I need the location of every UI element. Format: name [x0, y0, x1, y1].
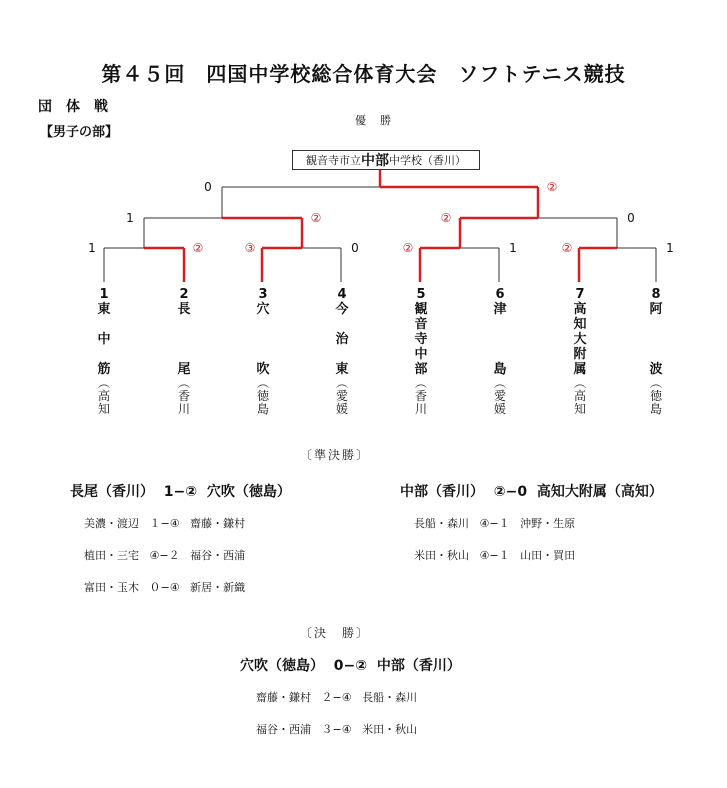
score-r1-7: ② — [561, 241, 573, 255]
score-r2-1: 1 — [126, 211, 134, 225]
team-number: 8 — [651, 287, 661, 302]
team-number: 1 — [99, 287, 109, 302]
score-r1-3: ③ — [244, 241, 256, 255]
team-name: 高 知 大 附 属 — [573, 302, 587, 377]
team-number: 6 — [495, 287, 505, 302]
team-name: 今 治 東 — [335, 302, 349, 377]
match-header — [240, 655, 461, 675]
score-r1-6: 1 — [509, 241, 517, 255]
team-prefecture: ︵ 高 知 — [573, 376, 586, 416]
pair-score: ④−１ — [479, 517, 510, 530]
pair-score: ２−④ — [321, 691, 352, 704]
team-prefecture: ︵ 香 川 — [177, 376, 190, 416]
team-4 — [330, 287, 354, 416]
team-7 — [568, 287, 592, 416]
team-number: 2 — [179, 287, 189, 302]
semifinal-heading: 〔準決勝〕 — [300, 448, 371, 462]
champion-label: 優勝 — [355, 114, 405, 127]
pair-right: 齋藤・鎌村 — [190, 517, 246, 530]
team-name: 穴 吹 — [256, 302, 270, 377]
pair-row — [84, 579, 291, 595]
bracket-lines — [104, 165, 656, 282]
pair-left: 齋藤・鎌村 — [256, 691, 311, 704]
pair-left: 美濃・渡辺 — [84, 517, 139, 530]
division-heading: 【男子の部】 — [40, 125, 119, 140]
score-r1-5: ② — [402, 241, 414, 255]
pair-row — [414, 515, 663, 531]
team-prefecture: ︵ 高 知 — [97, 376, 110, 416]
score-r1-4: 0 — [351, 241, 359, 255]
pair-left: 福谷・西浦 — [256, 723, 311, 736]
team-name: 東 中 筋 — [97, 302, 111, 377]
champion-box — [292, 150, 480, 170]
team-number: 7 — [575, 287, 585, 302]
team-left: 中部（香川） — [400, 484, 484, 500]
team-name: 阿 波 — [649, 302, 663, 377]
team-name: 津 島 — [493, 302, 507, 377]
team-2 — [172, 287, 196, 416]
pair-right: 福谷・西浦 — [190, 549, 246, 562]
team-8 — [644, 287, 668, 416]
pair-row — [256, 721, 461, 737]
score-r1-1: 1 — [88, 241, 96, 255]
pair-row — [84, 547, 291, 563]
event-heading: 団体戦 — [38, 99, 122, 115]
team-number: 3 — [258, 287, 268, 302]
pair-row — [414, 547, 663, 563]
match-score: ②−0 — [493, 484, 528, 500]
team-prefecture: ︵ 徳 島 — [256, 376, 269, 416]
team-right: 穴吹（徳島） — [206, 484, 291, 500]
pair-score: ④−２ — [149, 549, 180, 562]
team-left: 長尾（香川） — [70, 484, 154, 500]
team-6 — [488, 287, 512, 416]
pair-left: 富田・玉木 — [84, 581, 139, 594]
pair-left: 長船・森川 — [414, 517, 469, 530]
page-title: 第４５回 四国中学校総合体育大会 ソフトテニス競技 — [101, 62, 626, 86]
score-r2-2: ② — [310, 211, 322, 225]
match-score: 1−② — [163, 484, 198, 500]
champion-prefix: 観音寺市立 — [306, 154, 361, 167]
team-5 — [409, 287, 433, 416]
pair-row — [84, 515, 291, 531]
team-left: 穴吹（徳島） — [240, 658, 324, 674]
score-r2-3: ② — [440, 211, 452, 225]
pair-right: 米田・秋山 — [362, 723, 418, 736]
score-final-2: ② — [546, 180, 558, 194]
team-right: 中部（香川） — [376, 658, 461, 674]
pair-right: 山田・買田 — [520, 549, 576, 562]
score-r2-4: 0 — [627, 211, 635, 225]
team-prefecture: ︵ 徳 島 — [649, 376, 662, 416]
team-number: 5 — [416, 287, 426, 302]
team-number: 4 — [337, 287, 347, 302]
team-prefecture: ︵ 愛 媛 — [493, 376, 506, 416]
match-header — [400, 481, 663, 501]
pair-left: 米田・秋山 — [414, 549, 469, 562]
score-r1-8: 1 — [666, 241, 674, 255]
champion-suffix: 中学校（香川） — [389, 154, 466, 167]
pair-score: ０−④ — [149, 581, 180, 594]
team-prefecture: ︵ 香 川 — [414, 376, 427, 416]
semifinal-match-1 — [70, 481, 291, 595]
final-match — [240, 655, 461, 737]
pair-left: 植田・三宅 — [84, 549, 139, 562]
score-final-1: 0 — [204, 180, 212, 194]
score-r1-2: ② — [192, 241, 204, 255]
pair-right: 長船・森川 — [362, 691, 418, 704]
pair-right: 新居・新織 — [190, 581, 246, 594]
match-score: 0−② — [333, 658, 368, 674]
team-prefecture: ︵ 愛 媛 — [335, 376, 348, 416]
semifinal-match-2 — [400, 481, 663, 563]
team-right: 高知大附属（高知） — [536, 484, 663, 500]
pair-score: １−④ — [149, 517, 180, 530]
final-heading: 〔決 勝〕 — [300, 626, 371, 640]
pair-row — [256, 689, 461, 705]
pair-right: 沖野・生原 — [520, 517, 576, 530]
pair-score: ３−④ — [321, 723, 352, 736]
team-name: 観 音 寺 中 部 — [414, 302, 428, 377]
team-3 — [251, 287, 275, 416]
team-1 — [92, 287, 116, 416]
team-name: 長 尾 — [177, 302, 191, 377]
champion-name: 中部 — [361, 153, 389, 169]
match-header — [70, 481, 291, 501]
pair-score: ④−１ — [479, 549, 510, 562]
